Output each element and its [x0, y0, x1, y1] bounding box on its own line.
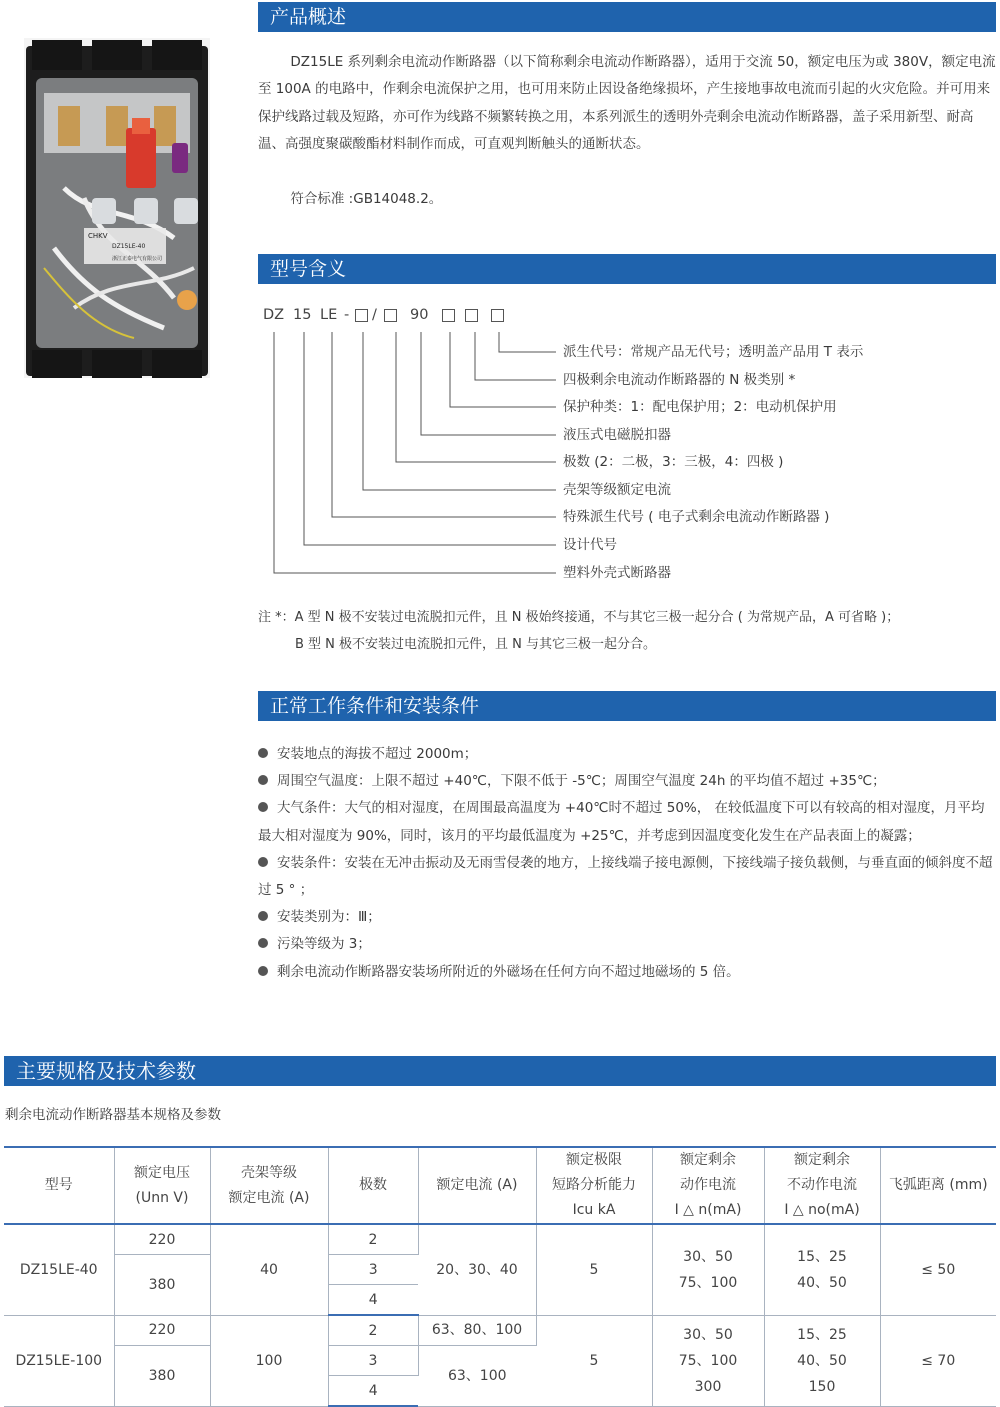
- explanation-derivative: 派生代号：常规产品无代号；透明盖产品用 T 表示: [563, 344, 864, 360]
- condition-item: 安装类别为：Ⅲ；: [258, 904, 998, 931]
- code-ninety: 90: [410, 307, 429, 323]
- overview-standard: 符合标准 :GB14048.2。: [290, 191, 443, 207]
- explanation-frame-current: 壳架等级额定电流: [563, 482, 671, 498]
- model-meaning-heading: 型号含义: [258, 254, 996, 284]
- specs-caption: 剩余电流动作断路器基本规格及参数: [5, 1107, 221, 1123]
- model-code: [262, 304, 562, 326]
- th-current: 额定电流 (A): [418, 1147, 536, 1224]
- th-arc: 飞弧距离 (mm): [880, 1147, 996, 1224]
- condition-item: 大气条件：大气的相对湿度，在周围最高温度为 +40℃时不超过 50%， 在较低温度下可以有较高的相对湿度，月平均最大相对湿度为 90%，同时，该月的平均最低温度为 +25℃，并考虑到因温度变化发生在产品表面上的凝露；: [258, 800, 985, 844]
- cell-poles: 2: [328, 1224, 418, 1255]
- cell-ino: 15、25 40、50 150: [764, 1315, 880, 1406]
- explanation-n-pole: 四极剩余电流动作断路器的 N 极类别 *: [563, 372, 796, 388]
- cell-idn: 30、50 75、100: [652, 1224, 764, 1315]
- condition-item: 剩余电流动作断路器安装场所附近的外磁场在任何方向不超过地磁场的 5 倍。: [258, 959, 998, 986]
- specs-heading: 主要规格及技术参数: [4, 1056, 996, 1086]
- note-type-b: B 型 N 极不安装过电流脱扣元件，且 N 与其它三极一起分合。: [295, 637, 657, 652]
- th-frame: 壳架等级 额定电流 (A): [210, 1147, 328, 1224]
- th-ino: 额定剩余 不动作电流 I △ no(mA): [764, 1147, 880, 1224]
- overview-heading: 产品概述: [258, 2, 996, 32]
- th-voltage: 额定电压 (Unn V): [114, 1147, 210, 1224]
- cell-arc: ≤ 50: [880, 1224, 996, 1315]
- code-num: 15: [293, 307, 312, 323]
- bullet-icon: [258, 748, 268, 758]
- condition-item: 安装条件：安装在无冲击振动及无雨雪侵袭的地方，上接线端子接电源侧，下接线端子接负载侧，与垂直面的倾斜度不超过 5 ° ；: [258, 854, 993, 899]
- bullet-icon: [258, 775, 268, 785]
- overview-paragraph: DZ15LE 系列剩余电流动作断路器（以下简称剩余电流动作断路器），适用于交流 50，额定电压为或 380V，额定电流至 100A 的电路中，作剩余电流保护之用，也可用来防止因设备绝缘损坏，产生接地事故电流而引起的火灾危险。并可用来保护线路过载及短路，亦可作为线路不频繁转换之用，本系列派生的透明外壳剩余电流动作断路器，盖子采用新型、耐高温、高强度聚碳酸酯材料制作而成，可直观判断触头的通断状态。: [258, 54, 996, 153]
- cell-current: 63、100: [418, 1346, 536, 1407]
- cell-icu: 5: [536, 1224, 652, 1315]
- condition-item: 安装地点的海拔不超过 2000m；: [258, 741, 998, 768]
- th-model: 型号: [4, 1147, 114, 1224]
- bullet-icon: [258, 857, 268, 867]
- cell-poles: 2: [328, 1315, 418, 1346]
- th-icu: 额定极限 短路分析能力 Icu kA: [536, 1147, 652, 1224]
- photo-model: DZ15LE-40: [112, 243, 146, 250]
- cell-voltage: 220: [114, 1315, 210, 1346]
- explanation-special: 特殊派生代号 ( 电子式剩余电流动作断路器 ): [563, 509, 830, 525]
- bullet-icon: [258, 938, 268, 948]
- th-idn: 额定剩余 动作电流 I △ n(mA): [652, 1147, 764, 1224]
- specs-table: [4, 1146, 996, 1407]
- note-type-a: 注 *：A 型 N 极不安装过电流脱扣元件，且 N 极始终接通，不与其它三极一起分合 ( 为常规产品，A 可省略 )；: [258, 610, 900, 625]
- cell-poles: 4: [328, 1285, 418, 1316]
- explanation-design: 设计代号: [563, 537, 617, 553]
- cell-poles: 3: [328, 1255, 418, 1285]
- code-slash: /: [372, 307, 377, 323]
- code-dash: -: [344, 307, 350, 323]
- cell-poles: 3: [328, 1346, 418, 1376]
- table-row: [4, 1224, 996, 1255]
- cell-voltage: 380: [114, 1346, 210, 1407]
- cell-arc: ≤ 70: [880, 1315, 996, 1406]
- bullet-icon: [258, 802, 268, 812]
- cell-frame: 40: [210, 1224, 328, 1315]
- code-box-frame: [355, 304, 368, 326]
- code-box-n-pole: [465, 304, 478, 326]
- cell-model: DZ15LE-40: [4, 1224, 114, 1315]
- cell-poles: 4: [328, 1376, 418, 1407]
- conditions-heading: 正常工作条件和安装条件: [258, 691, 996, 721]
- photo-brand: CHKV: [88, 232, 108, 240]
- bullet-icon: [258, 911, 268, 921]
- cell-voltage: 380: [114, 1255, 210, 1316]
- code-box-derivative: [491, 304, 504, 326]
- code-box-protection: [442, 304, 455, 326]
- cell-model: DZ15LE-100: [4, 1315, 114, 1406]
- code-box-poles: [384, 304, 397, 326]
- conditions-list: [258, 741, 998, 986]
- code-dz: DZ: [263, 307, 285, 323]
- photo-maker: 浙江正泰电气有限公司: [112, 256, 163, 262]
- table-header-row: [4, 1147, 996, 1224]
- th-poles: 极数: [328, 1147, 418, 1224]
- cell-frame: 100: [210, 1315, 328, 1406]
- explanation-release: 液压式电磁脱扣器: [563, 427, 671, 443]
- cell-icu: 5: [536, 1315, 652, 1406]
- explanation-mccb: 塑料外壳式断路器: [563, 565, 671, 581]
- bullet-icon: [258, 966, 268, 976]
- code-le: LE: [320, 307, 338, 323]
- explanation-poles: 极数 (2：二极，3：三极，4：四极 ): [563, 454, 784, 470]
- cell-current: 63、80、100: [418, 1315, 536, 1346]
- cell-current: 20、30、40: [418, 1224, 536, 1315]
- product-photo: [24, 38, 210, 378]
- condition-item: 周围空气温度：上限不超过 +40℃，下限不低于 -5℃；周围空气温度 24h 的平均值不超过 +35℃；: [258, 768, 998, 795]
- cell-ino: 15、25 40、50: [764, 1224, 880, 1315]
- table-row: [4, 1315, 996, 1346]
- explanation-protection: 保护种类：1：配电保护用；2：电动机保护用: [563, 399, 837, 415]
- cell-idn: 30、50 75、100 300: [652, 1315, 764, 1406]
- cell-voltage: 220: [114, 1224, 210, 1255]
- condition-item: 污染等级为 3；: [258, 931, 998, 958]
